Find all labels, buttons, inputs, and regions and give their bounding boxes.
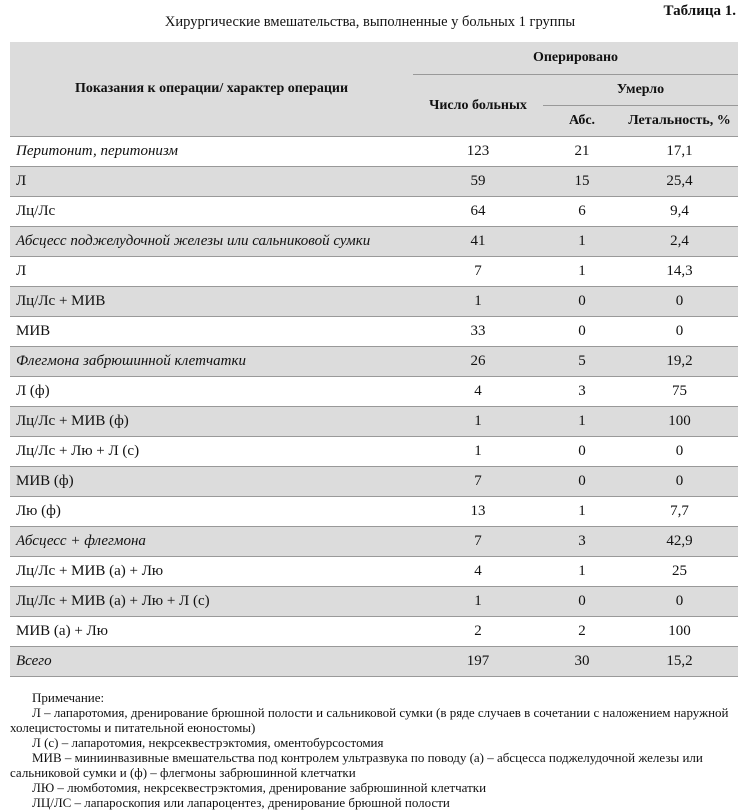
row-patients: 64 [413,197,543,227]
row-died-abs: 3 [543,527,621,557]
table-row [10,197,738,227]
row-died-abs: 5 [543,347,621,377]
row-label: Л [10,167,413,197]
table-row [10,287,738,317]
notes-title: Примечание: [32,690,105,705]
row-label: Абсцесс поджелудочной железы или сальниковой сумки [10,227,413,257]
note-line: ЛЮ – люмботомия, некрсеквестрэктомия, дренирование забрюшинной клетчатки [32,780,487,795]
notes [10,690,738,810]
row-mortality: 0 [621,437,738,467]
table-row [10,527,738,557]
row-patients: 1 [413,587,543,617]
row-patients: 7 [413,257,543,287]
table-row [10,437,738,467]
row-patients: 1 [413,407,543,437]
row-label: Л (ф) [10,377,413,407]
table-body [10,137,738,677]
row-died-abs: 1 [543,407,621,437]
row-died-abs: 30 [543,647,621,677]
row-patients: 7 [413,527,543,557]
row-mortality: 17,1 [621,137,738,167]
row-patients: 2 [413,617,543,647]
row-label: Флегмона забрюшинной клетчатки [10,347,413,377]
row-mortality: 19,2 [621,347,738,377]
row-died-abs: 1 [543,497,621,527]
row-label: Лц/Лс + Лю + Л (с) [10,437,413,467]
row-label: Лц/Лс + МИВ (а) + Лю + Л (с) [10,587,413,617]
row-died-abs: 21 [543,137,621,167]
row-patients: 13 [413,497,543,527]
table-row [10,587,738,617]
row-patients: 1 [413,287,543,317]
row-died-abs: 1 [543,227,621,257]
row-patients: 123 [413,137,543,167]
table-row [10,137,738,167]
row-mortality: 14,3 [621,257,738,287]
row-mortality: 7,7 [621,497,738,527]
row-died-abs: 2 [543,617,621,647]
row-mortality: 0 [621,467,738,497]
table-row [10,497,738,527]
table-row [10,467,738,497]
row-label: МИВ (а) + Лю [10,617,413,647]
row-patients: 1 [413,437,543,467]
header-mortality: Летальность, % [621,106,738,137]
row-label: Лц/Лс + МИВ (а) + Лю [10,557,413,587]
table-row [10,227,738,257]
row-label: Лц/Лс [10,197,413,227]
table-row [10,167,738,197]
row-patients: 197 [413,647,543,677]
row-label: Всего [10,647,413,677]
row-died-abs: 6 [543,197,621,227]
table-row [10,647,738,677]
header-died: Умерло [543,75,738,106]
row-mortality: 100 [621,407,738,437]
table-row [10,557,738,587]
table-row [10,317,738,347]
row-label: МИВ [10,317,413,347]
row-mortality: 25,4 [621,167,738,197]
note-line: Л – лапаротомия, дренирование брюшной полости и сальниковой сумки (в ряде случаев в сочетании с наложением наружной холецистостомы и питательной еюностомы) [10,705,729,735]
header-operated: Оперировано [413,42,738,75]
row-died-abs: 15 [543,167,621,197]
row-label: МИВ (ф) [10,467,413,497]
surgery-table [10,42,738,677]
row-mortality: 100 [621,617,738,647]
row-patients: 4 [413,377,543,407]
table-row [10,377,738,407]
row-patients: 4 [413,557,543,587]
row-patients: 7 [413,467,543,497]
row-mortality: 2,4 [621,227,738,257]
note-line: Л (с) – лапаротомия, некрсеквестрэктомия, оментобурсостомия [32,735,384,750]
row-mortality: 0 [621,587,738,617]
row-patients: 26 [413,347,543,377]
table-row [10,407,738,437]
row-mortality: 9,4 [621,197,738,227]
row-mortality: 0 [621,287,738,317]
row-died-abs: 0 [543,437,621,467]
row-label: Перитонит, перитонизм [10,137,413,167]
row-mortality: 25 [621,557,738,587]
table-row [10,617,738,647]
row-label: Абсцесс + флегмона [10,527,413,557]
row-mortality: 15,2 [621,647,738,677]
row-died-abs: 1 [543,257,621,287]
table-number: Таблица 1. [663,3,736,19]
row-label: Лц/Лс + МИВ (ф) [10,407,413,437]
row-mortality: 0 [621,317,738,347]
row-patients: 33 [413,317,543,347]
table-row [10,347,738,377]
row-died-abs: 0 [543,467,621,497]
row-label: Лц/Лс + МИВ [10,287,413,317]
table-caption: Хирургические вмешательства, выполненные у больных 1 группы [164,14,576,30]
row-mortality: 42,9 [621,527,738,557]
header-indication: Показания к операции/ характер операции [10,42,413,137]
row-patients: 59 [413,167,543,197]
row-died-abs: 1 [543,557,621,587]
row-patients: 41 [413,227,543,257]
row-died-abs: 0 [543,287,621,317]
row-label: Лю (ф) [10,497,413,527]
header-abs: Абс. [543,106,621,137]
note-line: МИВ – миниинвазивные вмешательства под контролем ультразвука по поводу (а) – абсцесса поджелудочной железы или сальниковой сумки и (ф) – флегмоны забрюшинной клетчатки [10,750,703,780]
row-died-abs: 0 [543,317,621,347]
header-patients: Число больных [413,75,543,137]
row-died-abs: 0 [543,587,621,617]
row-died-abs: 3 [543,377,621,407]
row-mortality: 75 [621,377,738,407]
table-row [10,257,738,287]
row-label: Л [10,257,413,287]
note-line: ЛЦ/ЛС – лапароскопия или лапароцентез, дренирование брюшной полости [32,795,450,810]
